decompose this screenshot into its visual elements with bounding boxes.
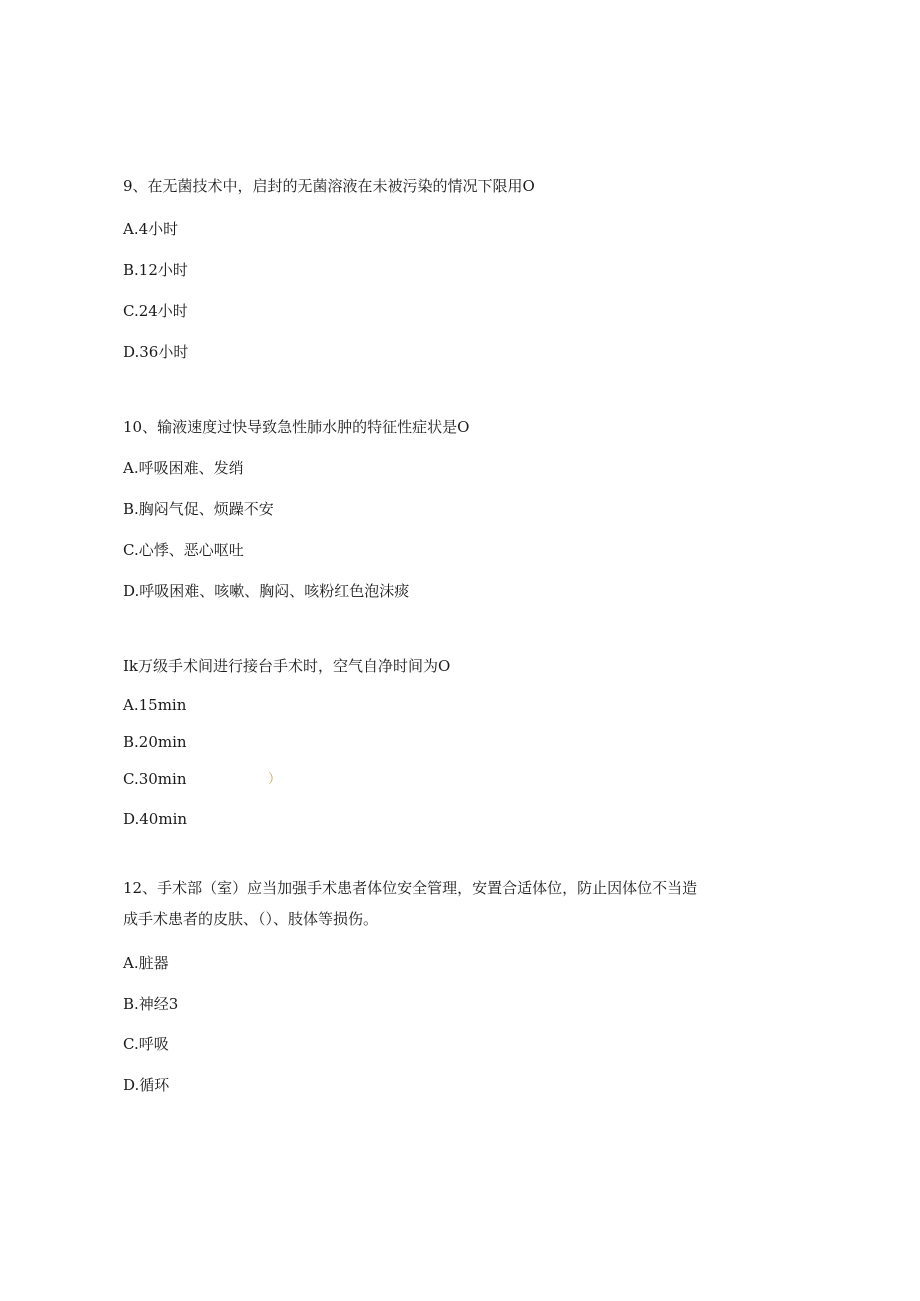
question-12-stem-line1: 12、手术部（室）应当加强手术患者体位安全管理，安置合适体位，防止因体位不当造: [123, 879, 698, 897]
question-9-option-d: D.36小时: [123, 343, 189, 361]
question-11-option-d: D.40min: [123, 810, 188, 828]
question-9-stem: 9、在无菌技术中，启封的无菌溶液在未被污染的情况下限用O: [123, 177, 535, 195]
stray-mark: ）: [268, 772, 282, 787]
question-11-option-c: C.30min: [123, 770, 187, 788]
question-10-option-a: A.呼吸困难、发绡: [123, 459, 244, 477]
question-12-option-d: D.循环: [123, 1076, 170, 1094]
question-9-option-b: B.12小时: [123, 261, 188, 279]
question-11-option-a: A.15min: [123, 696, 187, 714]
question-12-option-b: B.神经3: [123, 995, 179, 1013]
question-12-option-c: C.呼吸: [123, 1035, 169, 1053]
question-10-stem: 10、输液速度过快导致急性肺水肿的特征性症状是O: [123, 418, 470, 436]
question-9-option-c: C.24小时: [123, 302, 188, 320]
question-12-stem-line2: 成手术患者的皮肤、（）、肢体等损伤。: [123, 910, 379, 928]
question-11-stem: Ik万级手术间进行接台手术时，空气自净时间为O: [123, 657, 451, 675]
question-10-option-c: C.心悸、恶心呕吐: [123, 541, 244, 559]
question-10-option-d: D.呼吸困难、咳嗽、胸闷、咳粉红色泡沫痰: [123, 582, 410, 600]
question-12-option-a: A.脏器: [123, 954, 169, 972]
question-11-option-b: B.20min: [123, 733, 187, 751]
question-9-option-a: A.4小时: [123, 220, 179, 238]
question-10-option-b: B.胸闷气促、烦躁不安: [123, 500, 274, 518]
